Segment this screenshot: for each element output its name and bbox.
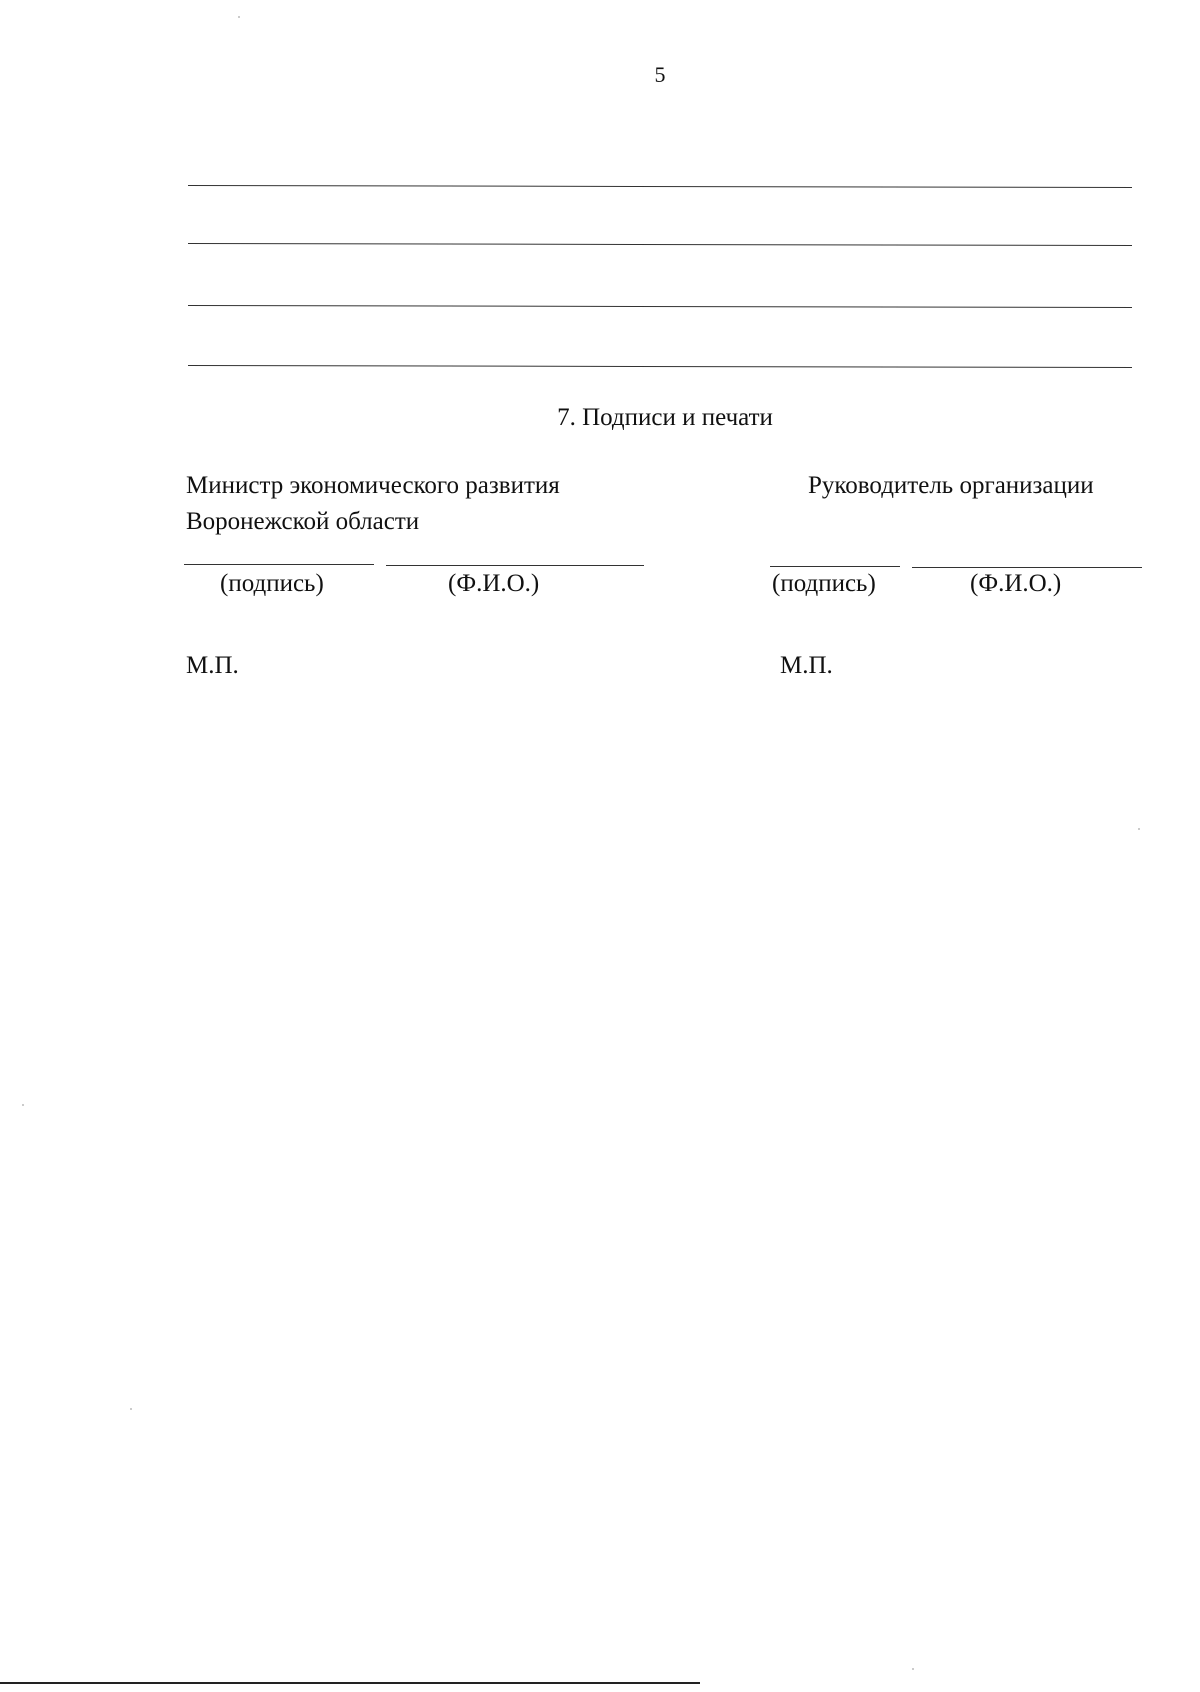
- scan-speck: [130, 1408, 132, 1410]
- left-name-label: (Ф.И.О.): [448, 570, 540, 597]
- scan-speck: [238, 16, 240, 18]
- left-name-line: [386, 565, 644, 566]
- left-signature-label: (подпись): [220, 570, 324, 597]
- left-stamp-label: М.П.: [186, 652, 239, 679]
- scan-speck: [22, 1104, 24, 1106]
- blank-line-4: [188, 365, 1132, 368]
- section-title: 7. Подписи и печати: [557, 404, 773, 431]
- right-party-title-line1: Руководитель организации: [808, 472, 1094, 499]
- left-party-title-line1: Министр экономического развития: [186, 472, 560, 499]
- blank-line-2: [188, 243, 1132, 246]
- right-signature-label: (подпись): [772, 570, 876, 597]
- left-party-title: [186, 468, 560, 540]
- blank-line-1: [188, 185, 1132, 188]
- right-signature-line: [770, 566, 900, 567]
- left-party-title-line2: Воронежской области: [186, 508, 420, 535]
- right-party-title: [808, 468, 1094, 504]
- scan-speck: [1138, 828, 1140, 830]
- blank-line-3: [188, 305, 1132, 308]
- left-signature-line: [184, 564, 374, 565]
- right-name-label: (Ф.И.О.): [970, 570, 1062, 597]
- scan-speck: [912, 1668, 914, 1670]
- right-stamp-label: М.П.: [780, 652, 833, 679]
- page-number: 5: [654, 62, 666, 87]
- bottom-edge-line: [0, 1682, 700, 1684]
- right-name-line: [912, 567, 1142, 568]
